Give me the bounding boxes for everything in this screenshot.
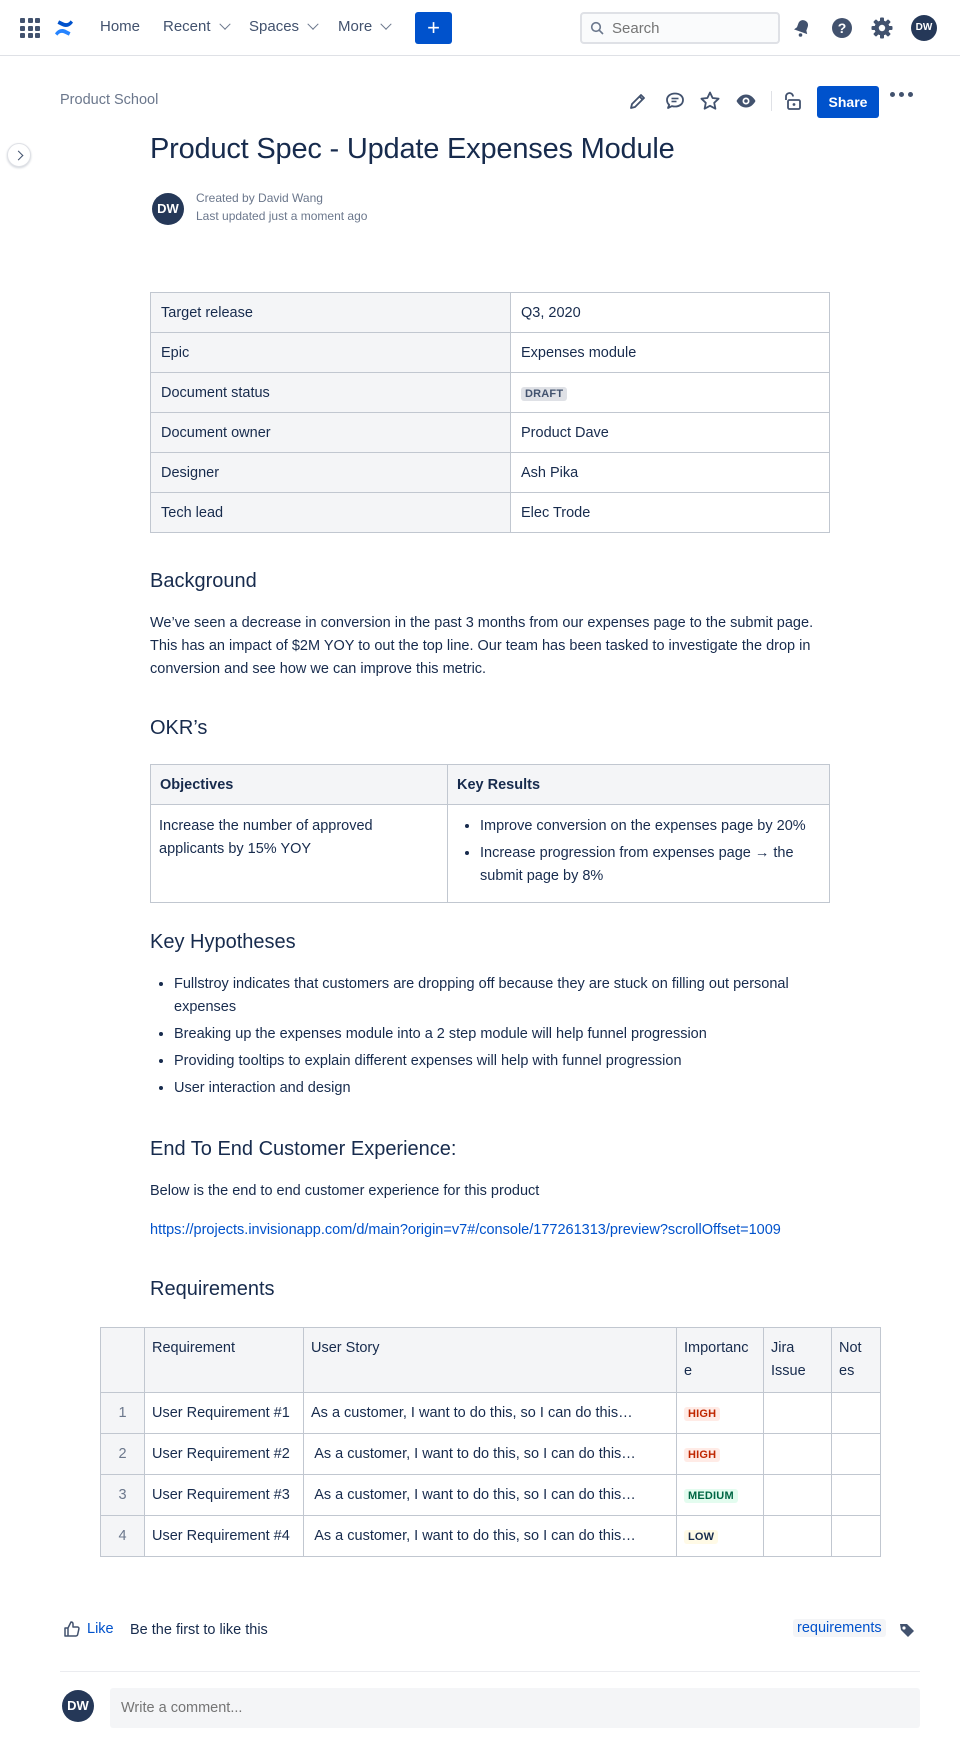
like-label: Like	[87, 1621, 114, 1637]
more-actions-icon[interactable]	[890, 92, 913, 97]
importance-cell	[677, 1393, 764, 1434]
status-badge: DRAFT	[521, 387, 567, 401]
key-results-cell	[448, 805, 830, 903]
importance-badge: MEDIUM	[684, 1489, 738, 1503]
importance-cell	[677, 1516, 764, 1557]
column-header: User Story	[304, 1328, 677, 1393]
row-number: 1	[101, 1393, 145, 1434]
e2e-heading: End To End Customer Experience:	[150, 1138, 457, 1160]
importance-cell	[677, 1475, 764, 1516]
chevron-down-icon	[307, 18, 318, 29]
chevron-down-icon	[219, 18, 230, 29]
property-label: Document status	[151, 373, 511, 413]
page-title: Product Spec - Update Expenses Module	[150, 133, 675, 165]
label-requirements[interactable]: requirements	[793, 1619, 886, 1637]
column-header: Key Results	[448, 765, 830, 805]
property-value: Q3, 2020	[511, 293, 830, 333]
importance-badge: HIGH	[684, 1407, 720, 1421]
property-value: Expenses module	[511, 333, 830, 373]
property-value	[511, 373, 830, 413]
property-label: Epic	[151, 333, 511, 373]
requirement-cell: User Requirement #2	[145, 1434, 304, 1475]
table-header-row	[151, 765, 830, 805]
hypotheses-list	[150, 973, 810, 1104]
nav-spaces[interactable]	[249, 18, 317, 35]
like-button[interactable]	[63, 1620, 114, 1638]
list-item: • Increase progression from expenses page → the submit page by 8%	[480, 842, 821, 888]
table-row	[151, 373, 830, 413]
nav-recent-label: Recent	[163, 18, 211, 35]
list-item: • Providing tooltips to explain different expenses will help with funnel progression	[174, 1050, 810, 1073]
table-row	[101, 1516, 881, 1557]
notes-cell[interactable]	[832, 1393, 881, 1434]
nav-recent[interactable]	[163, 18, 229, 35]
table-row	[151, 453, 830, 493]
comment-box[interactable]	[110, 1688, 920, 1728]
table-row	[151, 333, 830, 373]
search-icon	[590, 21, 604, 35]
jira-issue-cell[interactable]	[764, 1393, 832, 1434]
list-item: • Breaking up the expenses module into a 2 step module will help funnel progression	[174, 1023, 810, 1046]
property-value: Elec Trode	[511, 493, 830, 533]
requirements-table	[100, 1327, 881, 1557]
okrs-heading: OKR’s	[150, 717, 208, 739]
create-button[interactable]: +	[415, 12, 452, 44]
nav-more-label: More	[338, 18, 373, 35]
user-story-cell: As a customer, I want to do this, so I can do this…	[304, 1516, 677, 1557]
row-number: 2	[101, 1434, 145, 1475]
table-row	[101, 1475, 881, 1516]
page-byline	[196, 189, 367, 225]
requirement-cell: User Requirement #4	[145, 1516, 304, 1557]
comment-icon[interactable]	[664, 90, 686, 112]
nav-spaces-label: Spaces	[249, 18, 300, 35]
background-text: We’ve seen a decrease in conversion in the past 3 months from our expenses page to the submit page. This has an impact of $2M YOY to out the top line. Our team has been tasked to investigate the drop in conversion and see how we can improve this metric.	[150, 615, 814, 677]
jira-issue-cell[interactable]	[764, 1516, 832, 1557]
nav-home-label: Home	[100, 18, 141, 35]
footer-divider	[60, 1671, 920, 1672]
list-item: • Improve conversion on the expenses page by 20%	[480, 815, 821, 838]
okr-table	[150, 764, 830, 903]
help-icon[interactable]	[829, 15, 855, 41]
row-number-header	[101, 1328, 145, 1393]
like-summary: Be the first to like this	[130, 1622, 268, 1638]
column-header: Objectives	[151, 765, 448, 805]
column-header: Importanc e	[677, 1328, 764, 1393]
row-number: 3	[101, 1475, 145, 1516]
invision-link[interactable]: https://projects.invisionapp.com/d/main?origin=v7#/console/177261313/preview?scrollOffset=1009	[150, 1222, 781, 1238]
property-value: Product Dave	[511, 413, 830, 453]
settings-gear-icon[interactable]	[869, 15, 895, 41]
table-row	[101, 1393, 881, 1434]
requirement-cell: User Requirement #3	[145, 1475, 304, 1516]
toolbar-divider	[771, 91, 772, 111]
requirement-cell: User Requirement #1	[145, 1393, 304, 1434]
user-avatar[interactable]: DW	[911, 15, 937, 41]
breadcrumb[interactable]: Product School	[60, 92, 159, 108]
importance-cell	[677, 1434, 764, 1475]
notes-cell[interactable]	[832, 1434, 881, 1475]
list-item: • Fullstroy indicates that customers are dropping off because they are stuck on filling out personal expenses	[174, 973, 810, 1019]
jira-issue-cell[interactable]	[764, 1475, 832, 1516]
e2e-text: Below is the end to end customer experience for this product	[150, 1183, 540, 1199]
table-row	[151, 293, 830, 333]
comment-input[interactable]	[121, 1700, 901, 1716]
hypotheses-heading: Key Hypotheses	[150, 931, 296, 953]
user-story-cell: As a customer, I want to do this, so I can do this…	[304, 1393, 677, 1434]
table-header-row	[101, 1328, 881, 1393]
table-row	[101, 1434, 881, 1475]
property-label: Designer	[151, 453, 511, 493]
expand-sidebar-icon[interactable]	[7, 143, 31, 167]
nav-more[interactable]	[338, 18, 390, 35]
restrictions-lock-icon[interactable]	[782, 90, 804, 112]
property-value: Ash Pika	[511, 453, 830, 493]
confluence-logo-icon[interactable]	[52, 16, 76, 40]
tag-label-icon[interactable]	[898, 1621, 916, 1639]
svg-text:?: ?	[837, 20, 847, 36]
notes-cell[interactable]	[832, 1516, 881, 1557]
background-heading: Background	[150, 570, 257, 592]
last-updated[interactable]: Last updated just a moment ago	[196, 209, 368, 223]
properties-table	[150, 292, 830, 533]
importance-badge: LOW	[684, 1530, 718, 1544]
comment-avatar: DW	[62, 1690, 94, 1722]
column-header: Not es	[832, 1328, 881, 1393]
chevron-down-icon	[381, 18, 392, 29]
notes-cell[interactable]	[832, 1475, 881, 1516]
list-item: • User interaction and design	[174, 1077, 810, 1100]
table-row	[151, 413, 830, 453]
requirements-heading: Requirements	[150, 1278, 275, 1300]
created-by[interactable]: Created by David Wang	[196, 191, 323, 205]
app-switcher-icon[interactable]	[20, 18, 40, 38]
top-navigation	[0, 0, 960, 56]
property-label: Document owner	[151, 413, 511, 453]
watch-eye-icon[interactable]	[735, 90, 757, 112]
notifications-icon[interactable]	[789, 15, 815, 41]
star-icon[interactable]	[699, 90, 721, 112]
thumbs-up-icon	[63, 1620, 81, 1638]
search-input[interactable]	[612, 20, 762, 37]
column-header: Jira Issue	[764, 1328, 832, 1393]
table-row	[151, 805, 830, 903]
property-label: Tech lead	[151, 493, 511, 533]
jira-issue-cell[interactable]	[764, 1434, 832, 1475]
search-box[interactable]	[580, 12, 780, 44]
user-story-cell: As a customer, I want to do this, so I can do this…	[304, 1475, 677, 1516]
column-header: Requirement	[145, 1328, 304, 1393]
nav-home[interactable]	[100, 18, 140, 35]
row-number: 4	[101, 1516, 145, 1557]
table-row	[151, 493, 830, 533]
objective-cell: Increase the number of approved applicants by 15% YOY	[151, 805, 448, 903]
share-button[interactable]: Share	[817, 86, 879, 118]
author-avatar[interactable]: DW	[152, 193, 184, 225]
edit-pencil-icon[interactable]	[627, 90, 649, 112]
user-story-cell: As a customer, I want to do this, so I can do this…	[304, 1434, 677, 1475]
importance-badge: HIGH	[684, 1448, 720, 1462]
property-label: Target release	[151, 293, 511, 333]
